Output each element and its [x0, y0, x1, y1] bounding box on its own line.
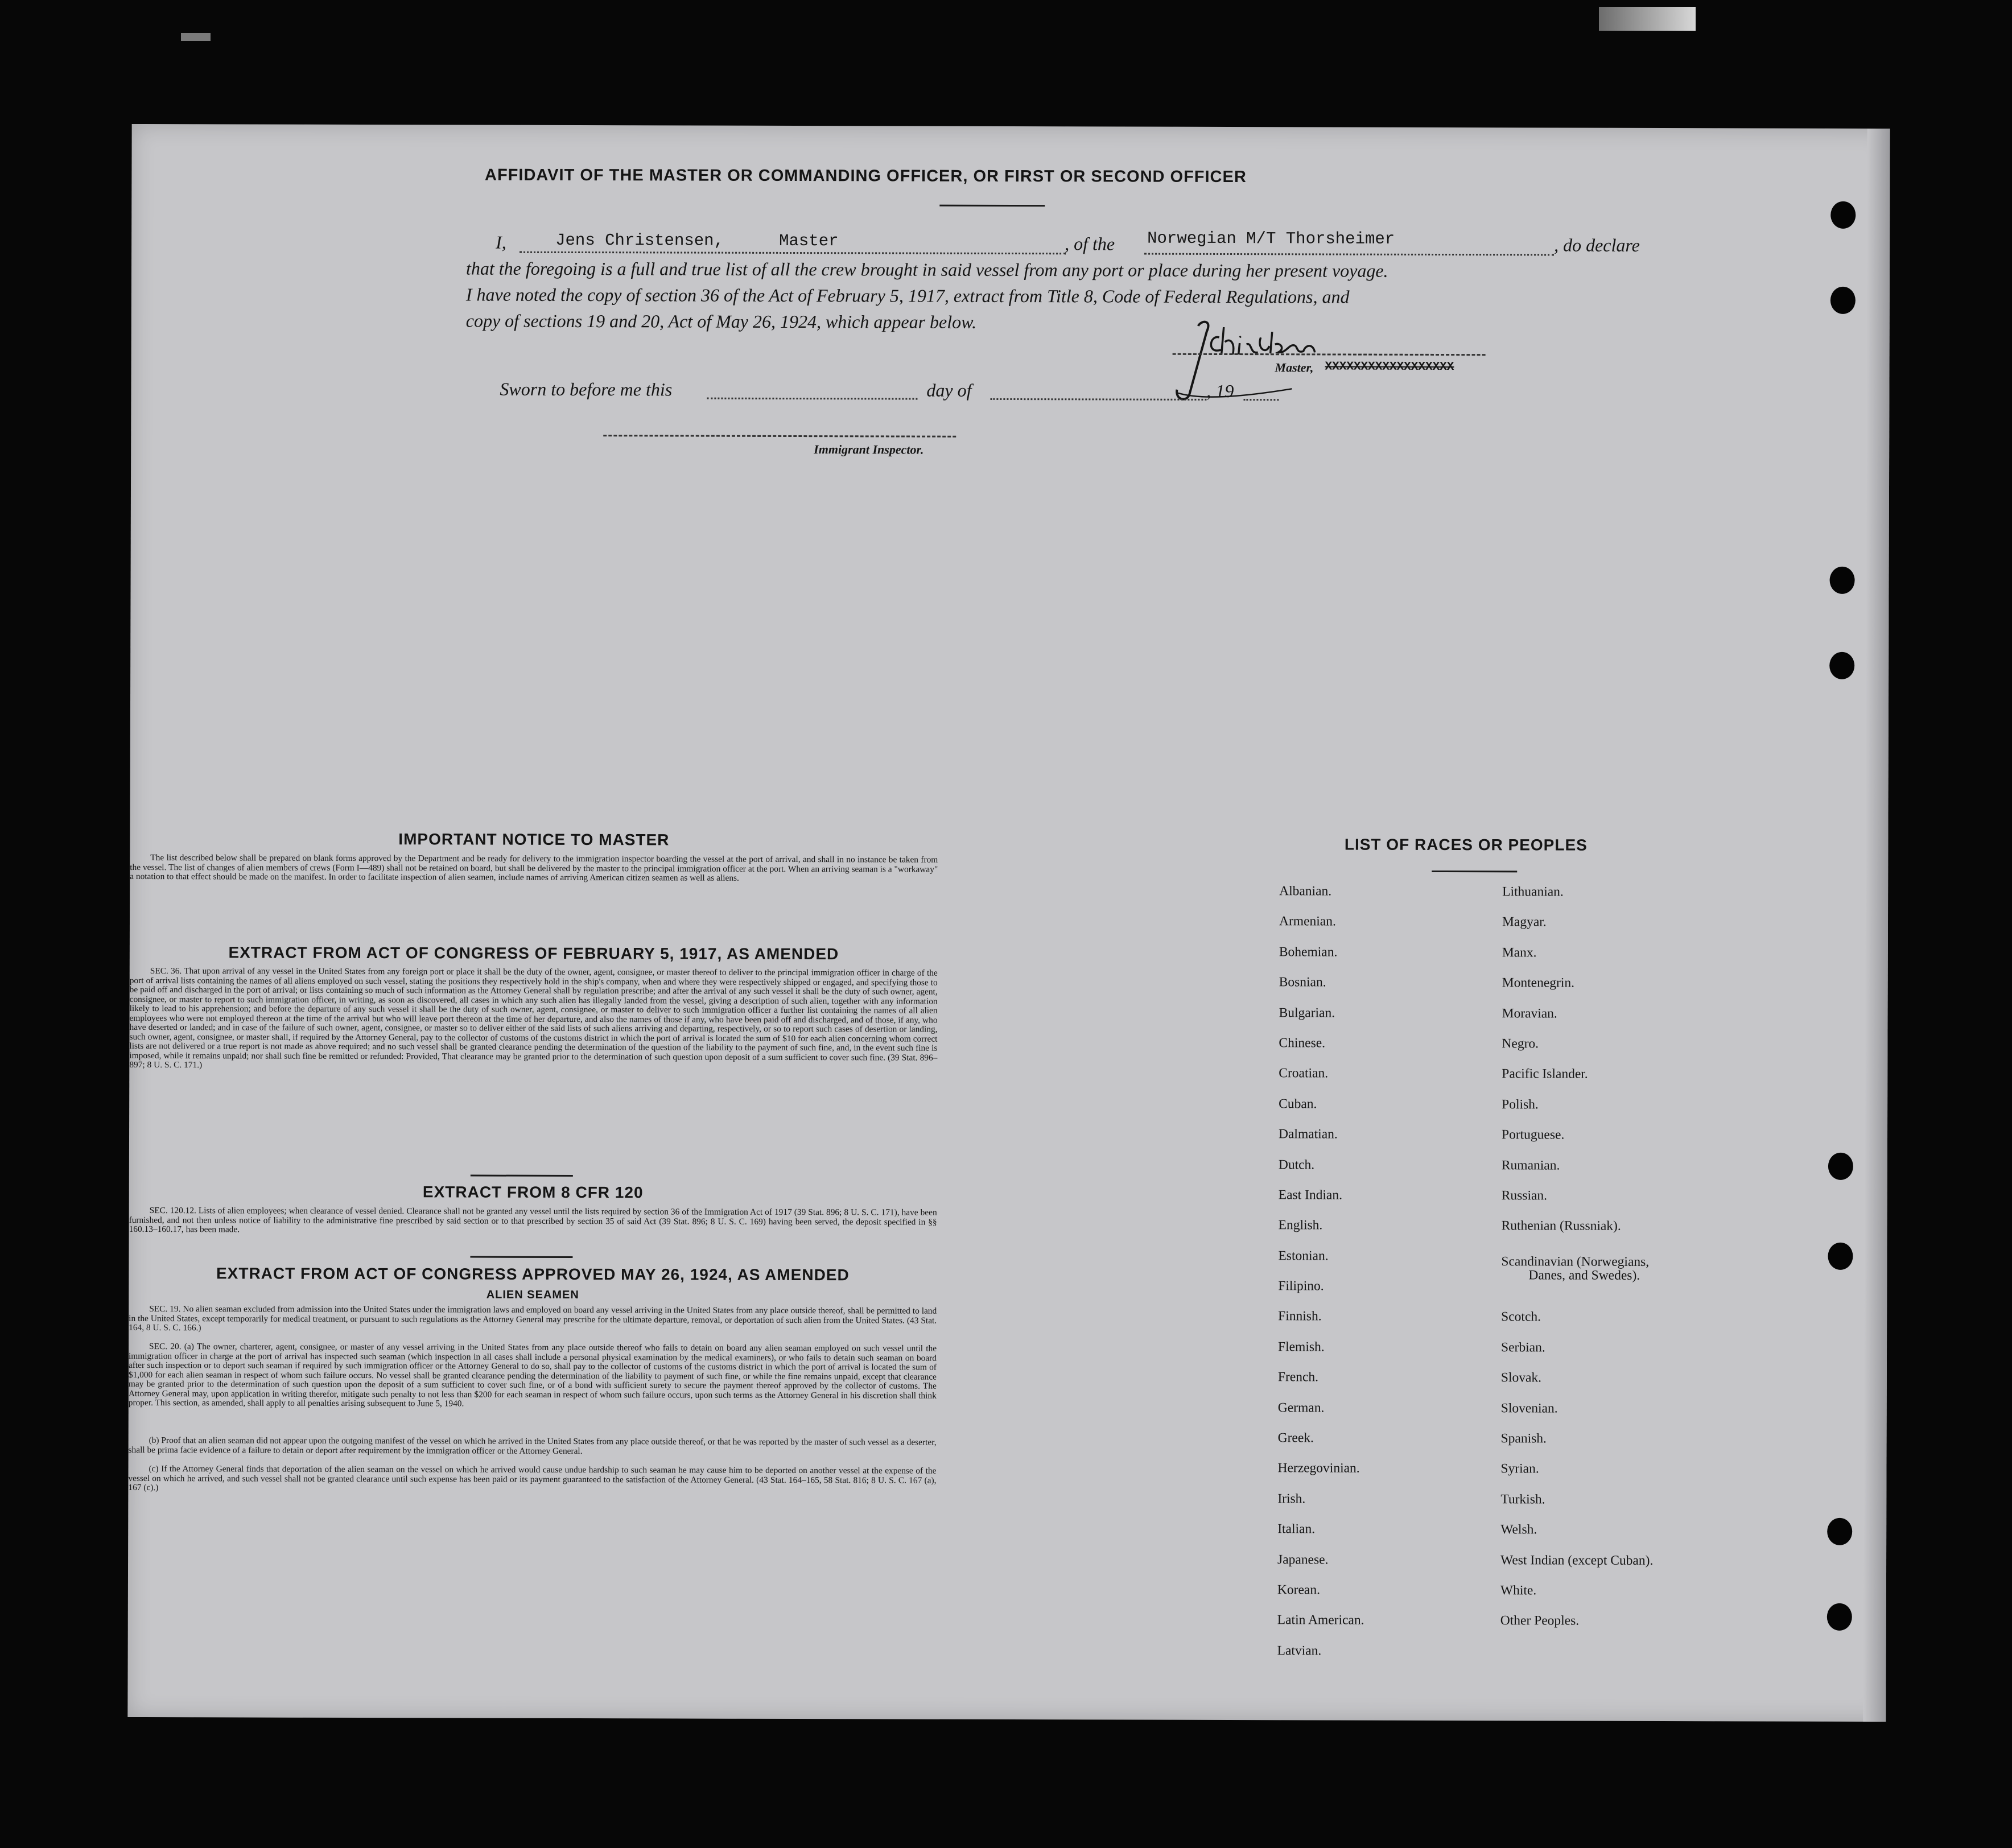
sworn-year: , 19 [1206, 380, 1234, 402]
sworn-month-blank [990, 398, 1206, 401]
race-item: Moravian. [1502, 1005, 1557, 1021]
binder-hole [1830, 567, 1855, 594]
race-item: Armenian. [1279, 914, 1336, 929]
race-item: Herzegovinian. [1277, 1461, 1360, 1476]
master-name: Jens Christensen, [555, 230, 724, 250]
race-item: West Indian (except Cuban). [1500, 1552, 1654, 1568]
race-item: Cuban. [1279, 1096, 1317, 1112]
race-item: Latvian. [1277, 1643, 1322, 1659]
race-item: Dalmatian. [1278, 1127, 1338, 1142]
notice-text: The list described below shall be prepared on blank forms approved by the Department and be ready for delivery to the immigration inspector boarding the vessel at the port of arrival, and shall in no instance be taken from the vessel. The list of changes of alien members of crews (Form I—489) shall not be retained on board, but shall be delivered by the master to the principal immigration officer at the port. When an arriving seaman is a "workaway" a notation to that effect should be made on the manifest. In order to facilitate inspection of alien seamen, include names of arriving American citizen seamen as well as aliens. [130, 853, 938, 883]
section-rule [470, 1256, 572, 1258]
race-item: Other Peoples. [1500, 1613, 1580, 1629]
race-item: Russian. [1501, 1188, 1548, 1203]
race-item: Estonian. [1278, 1248, 1329, 1264]
race-item: Turkish. [1500, 1492, 1545, 1507]
sworn-prefix: Sworn to before me this [500, 378, 673, 400]
signature-struck-text: XXXXXXXXXXXXXXXXXX [1325, 360, 1454, 374]
extract-1917-text: SEC. 36. That upon arrival of any vessel in the United States from any foreign port or place it shall be the duty of the owner, agent, consignee, or master thereof to deliver to the principal immigration officer in charge of the port of arrival lists containing the names of all aliens employed on such vessel, stating the positions they respectively hold in the ship's company, when and where they were respectively shipped or engaged, and specifying those to be paid off and discharged in the port of arrival; or lists containing so much of such information as the Attorney General shall by regulation prescribe; and after the arrival of any such vessel it shall be the duty of such owner, agent, consignee, or master to report to such immigration officer, in writing, as soon as discovered, all cases in which any such alien has illegally landed from the vessel, giving a description of such alien, together with any information likely to lead to his apprehension; and before the departure of any such vessel it shall be the duty of such owner, agent, consignee, or master to deliver to such immigration officer a further list containing the names of all alien employees who were not employed thereon at the time of the arrival but who will leave port thereon at the time of her departure, and also the names of those if any, who have been paid off and discharged, and of those, if any, who have deserted or landed; and in case of the failure of such owner, agent, consignee, or master so to deliver either of the said lists of such aliens arriving and departing, respectively, or so to report such cases of desertion or landing, such owner, agent, consignee, or master shall, if required by the Attorney General, pay to the collector of customs of the customs district in which the port of arrival is located the sum of $10 for each alien concerning whom correct lists are not delivered or a true report is not made as above required; and no such vessel shall be granted clearance pending the determination of the question of the liability to the payment of such fine, and, in the event such fine is imposed, while it remains unpaid; nor shall such fine be remitted or refunded: Provided, That clearance may be granted prior to the determination of such question upon deposit of a sum sufficient to cover such fine. (39 Stat. 896–897; 8 U. S. C. 171.) [129, 966, 938, 1070]
race-item: Serbian. [1501, 1340, 1545, 1355]
affidavit-title: AFFIDAVIT OF THE MASTER OR COMMANDING OFFICER, OR FIRST OR SECOND OFFICER [485, 166, 1247, 187]
race-item: Rumanian. [1501, 1157, 1560, 1173]
race-item: Dutch. [1278, 1157, 1315, 1172]
master-signature [1166, 315, 1383, 401]
declaration-line-3: I have noted the copy of section 36 of the Act of February 5, 1917, extract from Title 8, Code of Federal Regulations, and [465, 284, 1350, 307]
race-item: Bulgarian. [1279, 1005, 1335, 1021]
declaration-line-4: copy of sections 19 and 20, Act of May 26, 1924, which appear below. [465, 310, 977, 332]
declaration-i: I, [496, 232, 506, 253]
race-item: Portuguese. [1501, 1127, 1565, 1142]
title-rule [939, 205, 1045, 207]
race-item-line: Scandinavian (Norwegians, [1501, 1253, 1650, 1269]
race-item: Albanian. [1279, 884, 1332, 899]
race-item-continuation: Danes, and Swedes). [1528, 1268, 1640, 1283]
race-item: Welsh. [1500, 1522, 1537, 1537]
race-item: Latin American. [1277, 1612, 1364, 1628]
race-item: Flemish. [1278, 1339, 1325, 1355]
notice-heading: IMPORTANT NOTICE TO MASTER [398, 830, 670, 849]
alien-seamen-subheading: ALIEN SEAMEN [486, 1288, 579, 1302]
race-item: Italian. [1277, 1521, 1316, 1537]
binder-hole [1830, 201, 1856, 229]
race-item: Finnish. [1278, 1309, 1322, 1324]
declaration-line-2: that the foregoing is a full and true list of all the crew brought in said vessel from any port or place during her present voyage. [465, 258, 1388, 281]
binder-hole [1827, 1518, 1852, 1545]
section-rule [471, 1175, 573, 1177]
race-item: Greek. [1277, 1430, 1314, 1446]
race-item: Manx. [1502, 945, 1537, 960]
race-item: East Indian. [1278, 1187, 1343, 1203]
races-column-1 [1277, 882, 1366, 1673]
binder-hole [1828, 1243, 1853, 1270]
extract-1924-sec20b: (b) Proof that an alien seaman did not appear upon the outgoing manifest of the vessel on which he arrived in the United States from any place outside thereof, or that he was reported by the master of such vessel as a deserter, shall be prima facie evidence of a failure to detain or deport after requirement by the immigration officer or the Attorney General. [128, 1436, 937, 1456]
declaration-do-declare: , do declare [1554, 234, 1640, 255]
sworn-day-blank [707, 398, 917, 400]
document-page [127, 124, 1890, 1722]
race-item: Magyar. [1502, 914, 1547, 930]
race-item: Slovenian. [1500, 1400, 1558, 1416]
signature-label: Master, [1275, 360, 1314, 375]
binder-hole [1828, 1153, 1853, 1180]
binder-hole [1829, 652, 1854, 679]
paper-scrap [181, 33, 211, 41]
extract-cfr-text: SEC. 120.12. Lists of alien employees; when clearance of vessel denied. Clearance shall not be granted any vessel until the lists required by section 36 of the Immigration Act of 1917 (39 Stat. 896; 8 U. S. C. 171), have been furnished, and not then unless notice of liability to the administrative fine prescribed by said section or to that prescribed by section 35 of said Act (39 Stat. 896; 8 U. S. C. 169) having been served, the deposit specified in §§ 160.13–160.17, has been made. [129, 1206, 937, 1235]
vessel-name: Norwegian M/T Thorsheimer [1147, 229, 1395, 249]
extract-1924-heading: EXTRACT FROM ACT OF CONGRESS APPROVED MAY 26, 1924, AS AMENDED [216, 1264, 850, 1284]
binder-hole [1827, 1603, 1852, 1631]
race-item: Bohemian. [1279, 944, 1338, 960]
race-item: Polish. [1502, 1097, 1539, 1112]
race-item: Korean. [1277, 1582, 1321, 1598]
race-item-multiline [1501, 1248, 1654, 1309]
race-item: Irish. [1277, 1491, 1306, 1507]
race-item: Lithuanian. [1502, 884, 1564, 900]
extract-1917-heading: EXTRACT FROM ACT OF CONGRESS OF FEBRUARY 5, 1917, AS AMENDED [228, 943, 839, 963]
declaration-of-the: , of the [1065, 233, 1115, 254]
master-rank: Master [779, 231, 839, 251]
race-item: Chinese. [1279, 1036, 1326, 1051]
race-item: German. [1277, 1400, 1325, 1416]
binder-hole [1830, 287, 1856, 314]
inspector-label: Immigrant Inspector. [814, 442, 924, 457]
sworn-day-of: day of [926, 380, 972, 401]
paper-scrap [1599, 7, 1696, 31]
extract-cfr-heading: EXTRACT FROM 8 CFR 120 [422, 1183, 644, 1202]
race-item: Spanish. [1500, 1431, 1547, 1446]
extract-1924-sec20a: SEC. 20. (a) The owner, charterer, agent, consignee, or master of any vessel arriving in the United States from any place outside thereof who fails to detain on board any alien seaman employed on such vessel until the immigration officer in charge at the port of arrival has inspected such seaman (which inspection in all cases shall include a personal physical examination by the medical examiners), or who fails to detain such seaman on board after such inspection or to deport such seaman if required by such immigration officer or the Attorney General to do so, shall pay to the collector of customs of the customs district in which the port of arrival is located the sum of $1,000 for each alien seaman in respect of whom such failure occurs. No vessel shall be granted clearance pending the determination of the liability to payment of such fine, or while the fine remains unpaid, except that clearance may be granted prior to the determination of such question upon the deposit of a sum sufficient to cover such fine, or of a bond with sufficient surety to secure the payment thereof approved by the collector of customs. The Attorney General may, upon application in writing therefor, mitigate such penalty to not less than $200 for each seaman in respect of whom such failure occurs, upon such terms as the Attorney General in his discretion shall think proper. This section, as amended, shall apply to all penalties arising subsequent to June 5, 1940. [128, 1342, 937, 1409]
races-heading: LIST OF RACES OR PEOPLES [1344, 835, 1588, 854]
race-item: Japanese. [1277, 1552, 1329, 1568]
race-item: Negro. [1502, 1036, 1539, 1051]
sworn-year-blank [1243, 399, 1279, 401]
race-item: English. [1278, 1218, 1323, 1233]
race-item: Montenegrin. [1502, 975, 1575, 991]
race-item: Filipino. [1278, 1278, 1324, 1294]
races-column-2 [1500, 883, 1655, 1643]
race-item: French. [1277, 1370, 1319, 1385]
races-heading-rule [1432, 871, 1517, 872]
page-edge-shadow [1863, 129, 1890, 1722]
race-item: Syrian. [1500, 1461, 1539, 1476]
race-item: Ruthenian (Russniak). [1501, 1218, 1621, 1234]
vessel-blank-line [1144, 253, 1554, 256]
race-item: Pacific Islander. [1502, 1066, 1588, 1082]
race-item: Bosnian. [1279, 975, 1326, 990]
extract-1924-sec19: SEC. 19. No alien seaman excluded from admission into the United States under the immigration laws and employed on board any vessel arriving in the United States from any place outside thereof, shall be permitted to land in the United States, except temporarily for medical treatment, or pursuant to such regulations as the Attorney General may prescribe for the ultimate departure, removal, or deportation of such alien from the United States. (43 Stat. 164, 8 U. S. C. 166.) [129, 1304, 937, 1333]
name-blank-line [520, 251, 1066, 255]
race-item: White. [1500, 1583, 1537, 1598]
race-item: Slovak. [1500, 1370, 1542, 1385]
inspector-signature-line [603, 435, 956, 438]
race-item: Scotch. [1501, 1309, 1541, 1325]
race-item: Croatian. [1279, 1066, 1329, 1081]
extract-1924-sec20c: (c) If the Attorney General finds that deportation of the alien seaman on the vessel on which he arrived would cause undue hardship to such seaman he may cause him to be deported on another vessel at the expense of the vessel on which he arrived, and such vessel shall not be granted clearance until such expense has been paid or its payment guaranteed to the satisfaction of the Attorney General. (43 Stat. 164–165, 58 Stat. 816; 8 U. S. C. 167 (a), 167 (c).) [128, 1464, 937, 1493]
